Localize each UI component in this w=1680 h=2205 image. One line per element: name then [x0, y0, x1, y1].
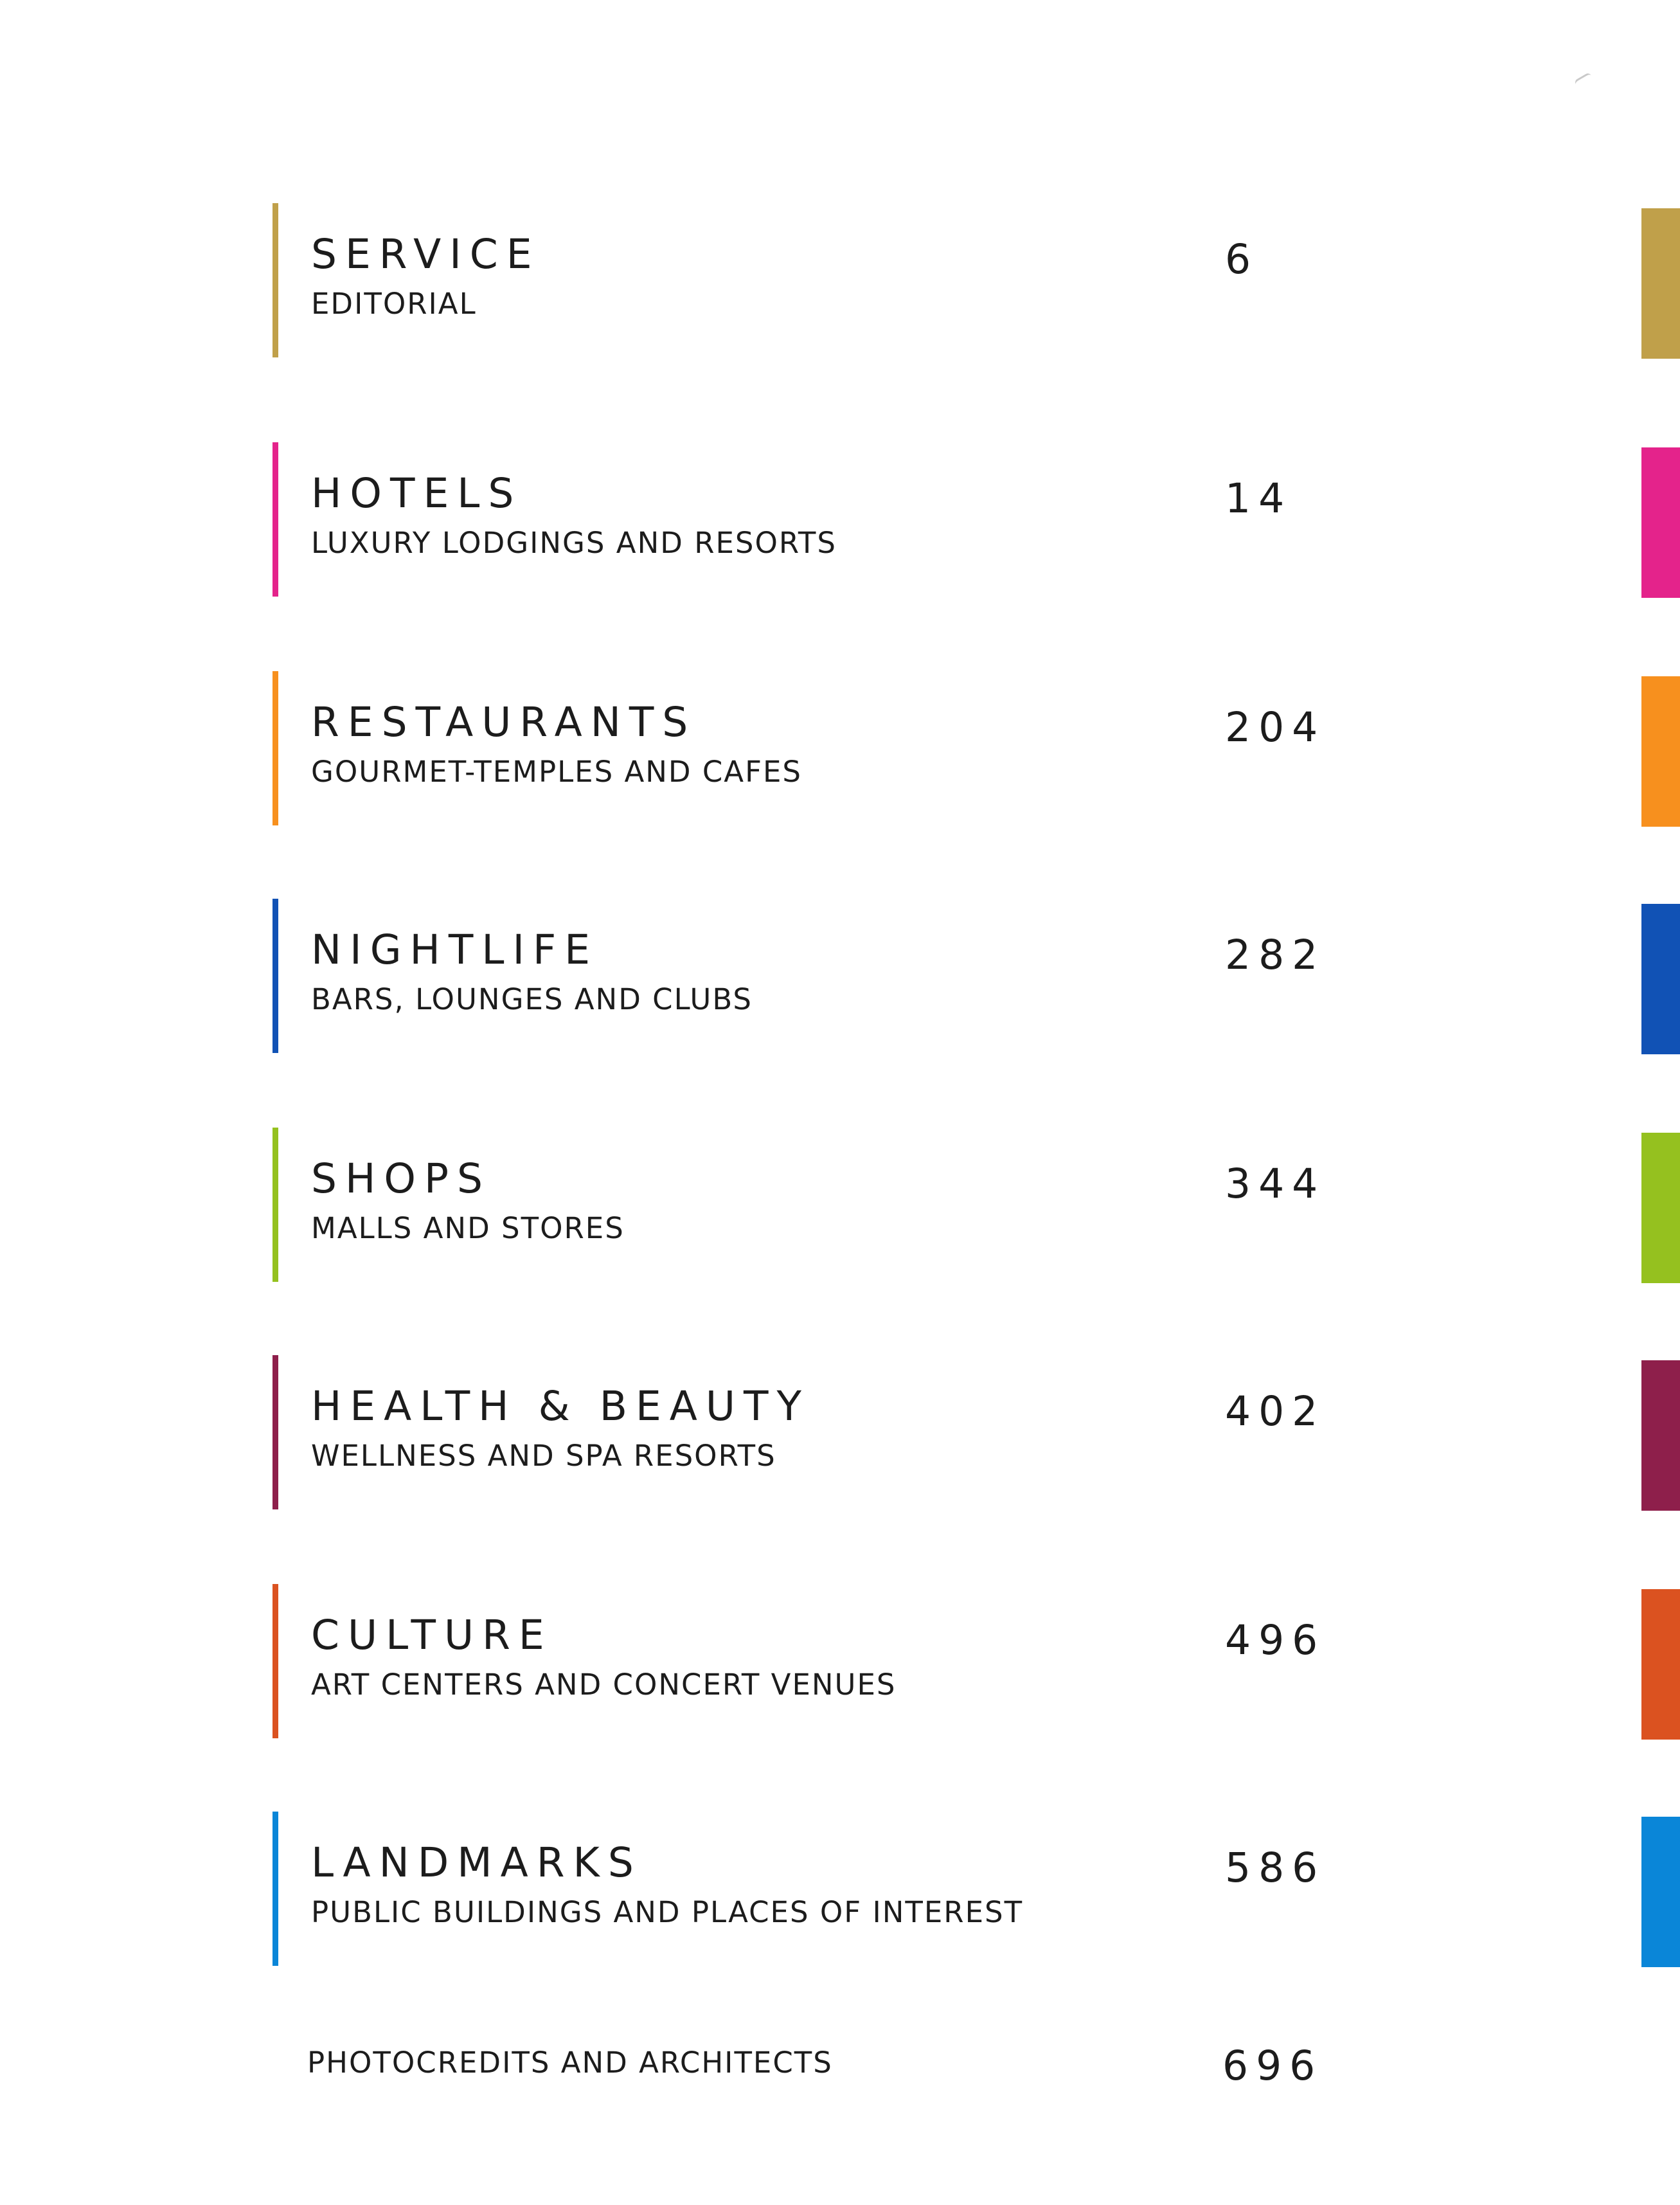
toc-entry-restaurants[interactable]: [0, 671, 1680, 825]
section-subtitle: WELLNESS AND SPA RESORTS: [311, 1439, 776, 1473]
edge-color-tab: [1641, 1589, 1680, 1740]
color-bar: [273, 203, 278, 357]
section-title: CULTURE: [311, 1612, 553, 1659]
section-title: PHOTOCREDITS AND ARCHITECTS: [307, 2046, 833, 2080]
section-title: HOTELS: [311, 470, 523, 517]
page-number: 282: [1225, 932, 1326, 978]
page-number: 402: [1225, 1388, 1326, 1435]
page-number: 496: [1225, 1617, 1326, 1664]
edge-color-tab: [1641, 1360, 1680, 1511]
edge-color-tab: [1641, 676, 1680, 827]
page-number: 6: [1225, 236, 1259, 283]
toc-entry-shops[interactable]: [0, 1128, 1680, 1282]
page-number: 14: [1225, 475, 1292, 522]
color-bar: [273, 899, 278, 1053]
color-bar: [273, 442, 278, 597]
section-subtitle: BARS, LOUNGES AND CLUBS: [311, 982, 753, 1016]
toc-entry-landmarks[interactable]: [0, 1812, 1680, 1966]
color-bar: [273, 671, 278, 825]
edge-color-tab: [1641, 208, 1680, 359]
color-bar: [273, 1812, 278, 1966]
section-title: LANDMARKS: [311, 1839, 642, 1886]
color-bar: [273, 1355, 278, 1509]
toc-entry-hotels[interactable]: [0, 442, 1680, 597]
paper-mark: [1574, 72, 1594, 88]
section-title: HEALTH & BEAUTY: [311, 1383, 810, 1430]
page-number: 586: [1225, 1844, 1326, 1891]
toc-entry-service[interactable]: [0, 203, 1680, 357]
section-title: RESTAURANTS: [311, 699, 697, 746]
section-subtitle: PUBLIC BUILDINGS AND PLACES OF INTEREST: [311, 1895, 1024, 1929]
section-title: NIGHTLIFE: [311, 926, 599, 973]
color-bar: [273, 1584, 278, 1738]
color-bar: [273, 1128, 278, 1282]
section-subtitle: ART CENTERS AND CONCERT VENUES: [311, 1668, 897, 1702]
toc-entry-nightlife[interactable]: [0, 899, 1680, 1053]
section-title: SHOPS: [311, 1155, 491, 1202]
edge-color-tab: [1641, 447, 1680, 598]
toc-entry-health-beauty[interactable]: [0, 1355, 1680, 1509]
toc-entry-culture[interactable]: [0, 1584, 1680, 1738]
edge-color-tab: [1641, 1133, 1680, 1283]
edge-color-tab: [1641, 1817, 1680, 1967]
section-subtitle: EDITORIAL: [311, 287, 477, 321]
toc-entry-photocredits[interactable]: [0, 2042, 1680, 2097]
section-subtitle: GOURMET-TEMPLES AND CAFES: [311, 755, 802, 789]
page-number: 204: [1225, 704, 1326, 751]
page-number: 344: [1225, 1160, 1326, 1207]
page-number: 696: [1222, 2042, 1323, 2089]
section-title: SERVICE: [311, 231, 541, 278]
section-subtitle: MALLS AND STORES: [311, 1211, 625, 1245]
edge-color-tab: [1641, 904, 1680, 1054]
section-subtitle: LUXURY LODGINGS AND RESORTS: [311, 526, 837, 560]
